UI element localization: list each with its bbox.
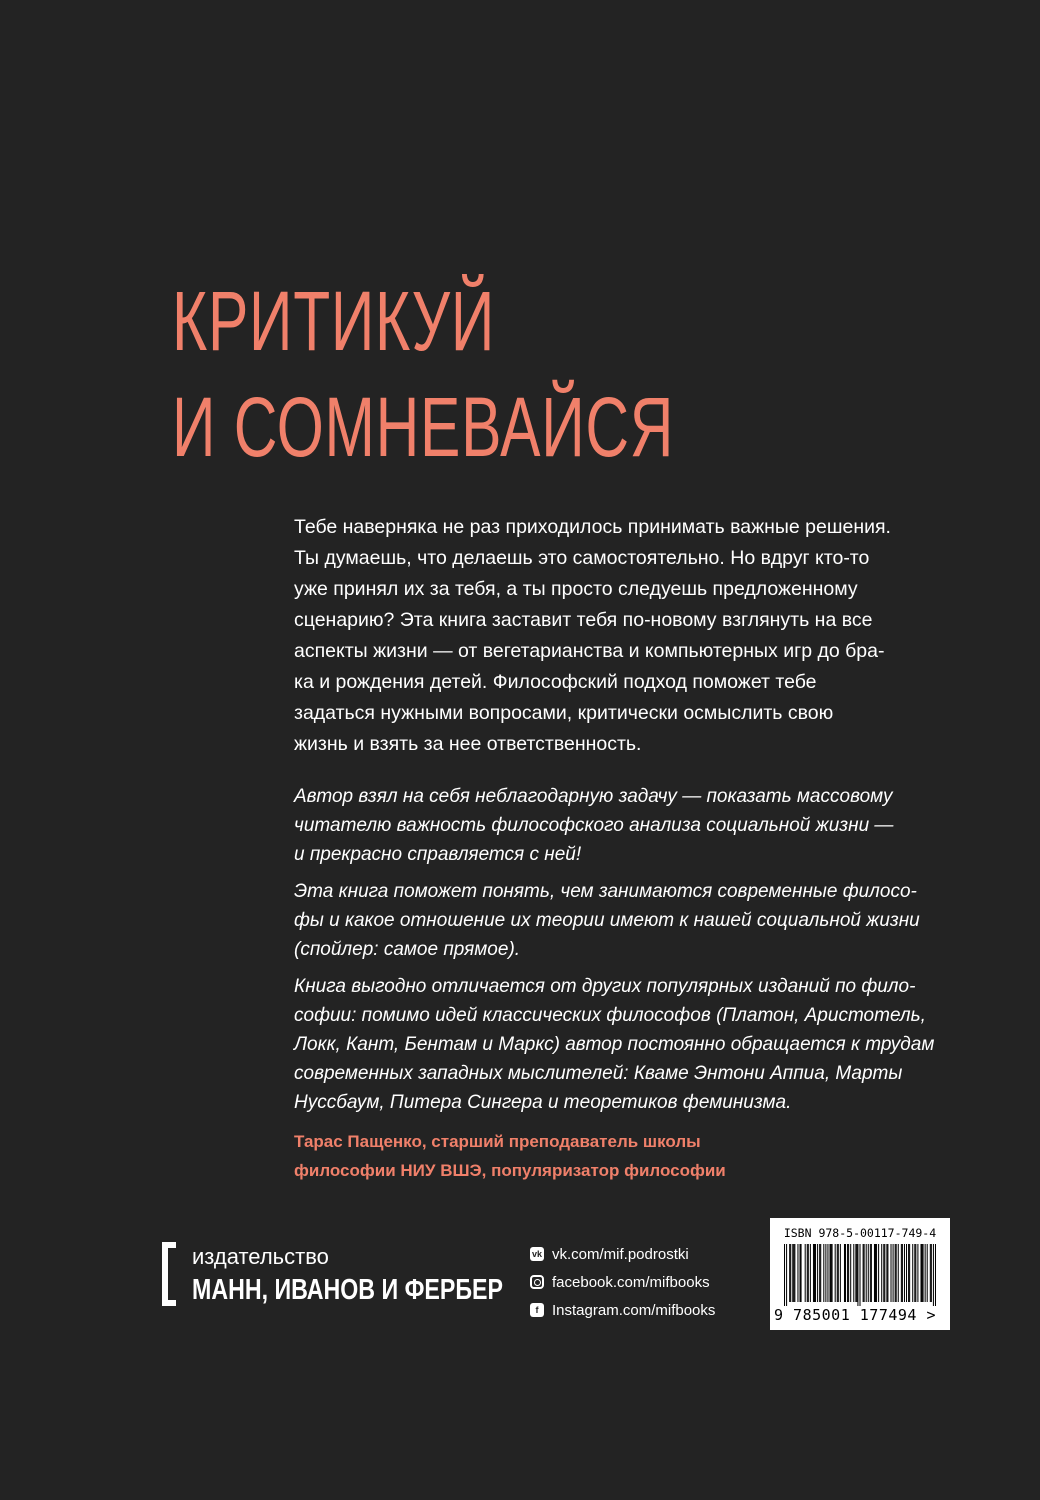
vk-icon: vk <box>530 1247 544 1261</box>
barcode-bar <box>850 1244 851 1302</box>
barcode-bar <box>908 1244 909 1302</box>
barcode-bar <box>902 1244 903 1302</box>
barcode-bar <box>922 1244 923 1302</box>
blurb-line: задаться нужными вопросами, критически осмыслить свою <box>294 702 834 724</box>
barcode-bar <box>840 1244 841 1302</box>
barcode-bar <box>819 1244 820 1302</box>
barcode-bar <box>793 1244 794 1302</box>
review-line: Книга выгодно отличается от других популярных изданий по фило- <box>294 976 916 997</box>
barcode-bar <box>904 1244 905 1302</box>
barcode-bar <box>917 1244 918 1302</box>
barcode-bar <box>808 1244 809 1302</box>
review-line: фы и какое отношение их теории имеют к нашей социальной жизни <box>294 910 920 931</box>
review-line: Нуссбаум, Питера Сингера и теоретиков феминизма. <box>294 1092 792 1113</box>
barcode-bar <box>906 1244 907 1302</box>
barcode-bar <box>878 1244 879 1302</box>
barcode-bar <box>881 1244 882 1302</box>
reviewer-line: философии НИУ ВШЭ, популяризатор философии <box>294 1161 726 1180</box>
barcode-bar <box>883 1244 884 1302</box>
barcode-bar <box>935 1244 936 1306</box>
barcode-bar <box>838 1244 839 1302</box>
blurb-text <box>294 512 954 760</box>
barcode-bar <box>901 1244 902 1302</box>
barcode-bar <box>915 1244 916 1302</box>
barcode-bar <box>914 1244 915 1302</box>
barcode-bar <box>845 1244 846 1302</box>
instagram-icon <box>530 1275 544 1289</box>
blurb-line: Ты думаешь, что делаешь это самостоятельно. Но вдруг кто-то <box>294 547 870 569</box>
reviewer-credit <box>294 1127 954 1185</box>
blurb-line: жизнь и взять за нее ответственность. <box>294 733 642 755</box>
barcode-bar <box>844 1244 845 1302</box>
headline-line-1: КРИТИКУЙ <box>172 274 496 368</box>
barcode-bar <box>784 1244 785 1306</box>
barcode-bar <box>933 1244 934 1306</box>
facebook-icon: f <box>530 1303 544 1317</box>
barcode-bar <box>837 1244 838 1302</box>
barcode-bar <box>807 1244 808 1302</box>
barcode-bar <box>909 1244 910 1302</box>
barcode-bar <box>847 1244 848 1302</box>
barcode-bar <box>887 1244 888 1302</box>
barcode-bar <box>831 1244 832 1302</box>
review-line: Эта книга поможет понять, чем занимаются современные филосо- <box>294 881 917 902</box>
barcode-bar <box>859 1244 860 1306</box>
review-paragraph <box>294 782 954 869</box>
publisher-logo <box>162 1240 502 1312</box>
bracket-icon <box>162 1242 176 1306</box>
barcode-bar <box>863 1244 864 1302</box>
social-links <box>530 1240 750 1324</box>
barcode-bar <box>895 1244 896 1302</box>
instagram-link[interactable]: Instagram.com/mifbooks <box>552 1301 716 1319</box>
barcode-bar <box>814 1244 815 1302</box>
barcode-bar <box>925 1244 926 1302</box>
review-line: Автор взял на себя неблагодарную задачу — показать массовому <box>294 786 893 807</box>
social-instagram[interactable] <box>530 1296 750 1324</box>
barcode-bar <box>886 1244 887 1302</box>
facebook-link[interactable]: facebook.com/mifbooks <box>552 1273 710 1291</box>
barcode-bar <box>857 1244 858 1306</box>
barcode-bar <box>827 1244 828 1302</box>
isbn-text: ISBN 978-5-00117-749-4 <box>783 1226 937 1240</box>
blurb-line: ка и рождения детей. Философский подход поможет тебе <box>294 671 817 693</box>
barcode-bar <box>870 1244 871 1302</box>
review-line: (спойлер: самое прямое). <box>294 939 521 960</box>
barcode-bar <box>893 1244 894 1302</box>
barcode-bar <box>875 1244 876 1302</box>
barcode-bar <box>912 1244 913 1302</box>
barcode-bar <box>835 1244 836 1302</box>
review-line: Локк, Кант, Бентам и Маркс) автор постоянно обращается к трудам <box>294 1034 935 1055</box>
publisher-label: издательство <box>192 1244 329 1269</box>
barcode-bar <box>820 1244 821 1302</box>
blurb-line: Тебе наверняка не раз приходилось принимать важные решения. <box>294 516 891 538</box>
barcode-bar <box>817 1244 818 1302</box>
review-paragraph <box>294 972 954 1117</box>
reviewer-line: Тарас Пащенко, старший преподаватель школы <box>294 1132 701 1151</box>
publisher-name: МАНН, ИВАНОВ И ФЕРБЕР <box>192 1274 504 1306</box>
barcode-bar <box>864 1244 865 1302</box>
barcode-bar <box>832 1244 833 1302</box>
barcode-bar <box>930 1244 931 1302</box>
blurb-line: аспекты жизни — от вегетарианства и компьютерных игр до бра- <box>294 640 885 662</box>
barcode-bar <box>884 1244 885 1302</box>
social-facebook[interactable] <box>530 1268 750 1296</box>
barcode-bar <box>871 1244 872 1302</box>
review-paragraph <box>294 877 954 964</box>
barcode-bar <box>801 1244 802 1302</box>
barcode-bar <box>789 1244 790 1302</box>
barcode-icon <box>784 1244 936 1306</box>
barcode-bar <box>800 1244 801 1302</box>
review-quote <box>294 782 954 1185</box>
barcode-bar <box>792 1244 793 1302</box>
barcode-bar <box>868 1244 869 1302</box>
barcode-bar <box>830 1244 831 1302</box>
vk-link[interactable]: vk.com/mif.podrostki <box>552 1245 689 1263</box>
barcode-bar <box>823 1244 824 1302</box>
review-line: софии: помимо идей классических философов (Платон, Аристотель, <box>294 1005 926 1026</box>
barcode-bar <box>810 1244 811 1302</box>
barcode-bar <box>874 1244 875 1302</box>
barcode-bar <box>898 1244 899 1302</box>
barcode-block <box>770 1218 950 1330</box>
blurb-line: сценарию? Эта книга заставит тебя по-новому взглянуть на все <box>294 609 873 631</box>
barcode-bar <box>891 1244 892 1302</box>
barcode-bar <box>931 1244 932 1302</box>
barcode-bar <box>856 1244 857 1302</box>
barcode-bar <box>896 1244 897 1302</box>
review-line: читателю важность философского анализа социальной жизни — <box>294 815 894 836</box>
barcode-bar <box>805 1244 806 1302</box>
headline-line-2: И СОМНЕВАЙСЯ <box>172 380 675 474</box>
review-line: современных западных мыслителей: Кваме Энтони Аппиа, Марты <box>294 1063 903 1084</box>
barcode-bar <box>853 1244 854 1302</box>
barcode-bar <box>815 1244 816 1302</box>
social-vk[interactable] <box>530 1240 750 1268</box>
barcode-bar <box>825 1244 826 1302</box>
barcode-bar <box>790 1244 791 1302</box>
barcode-bar <box>920 1244 921 1302</box>
barcode-bar <box>876 1244 877 1302</box>
barcode-bar <box>794 1244 795 1302</box>
review-line: и прекрасно справляется с ней! <box>294 844 582 865</box>
barcode-bar <box>848 1244 849 1302</box>
barcode-bar <box>797 1244 798 1302</box>
barcode-bar <box>813 1244 814 1302</box>
barcode-bar <box>866 1244 867 1302</box>
barcode-bar <box>855 1244 856 1302</box>
barcode-bar <box>927 1244 928 1302</box>
barcode-bar <box>786 1244 787 1306</box>
blurb-line: уже принял их за тебя, а ты просто следуешь предложенному <box>294 578 858 600</box>
barcode-bar <box>923 1244 924 1302</box>
headline <box>172 268 674 480</box>
ean-text: 9 785001 177494 > <box>774 1306 937 1324</box>
